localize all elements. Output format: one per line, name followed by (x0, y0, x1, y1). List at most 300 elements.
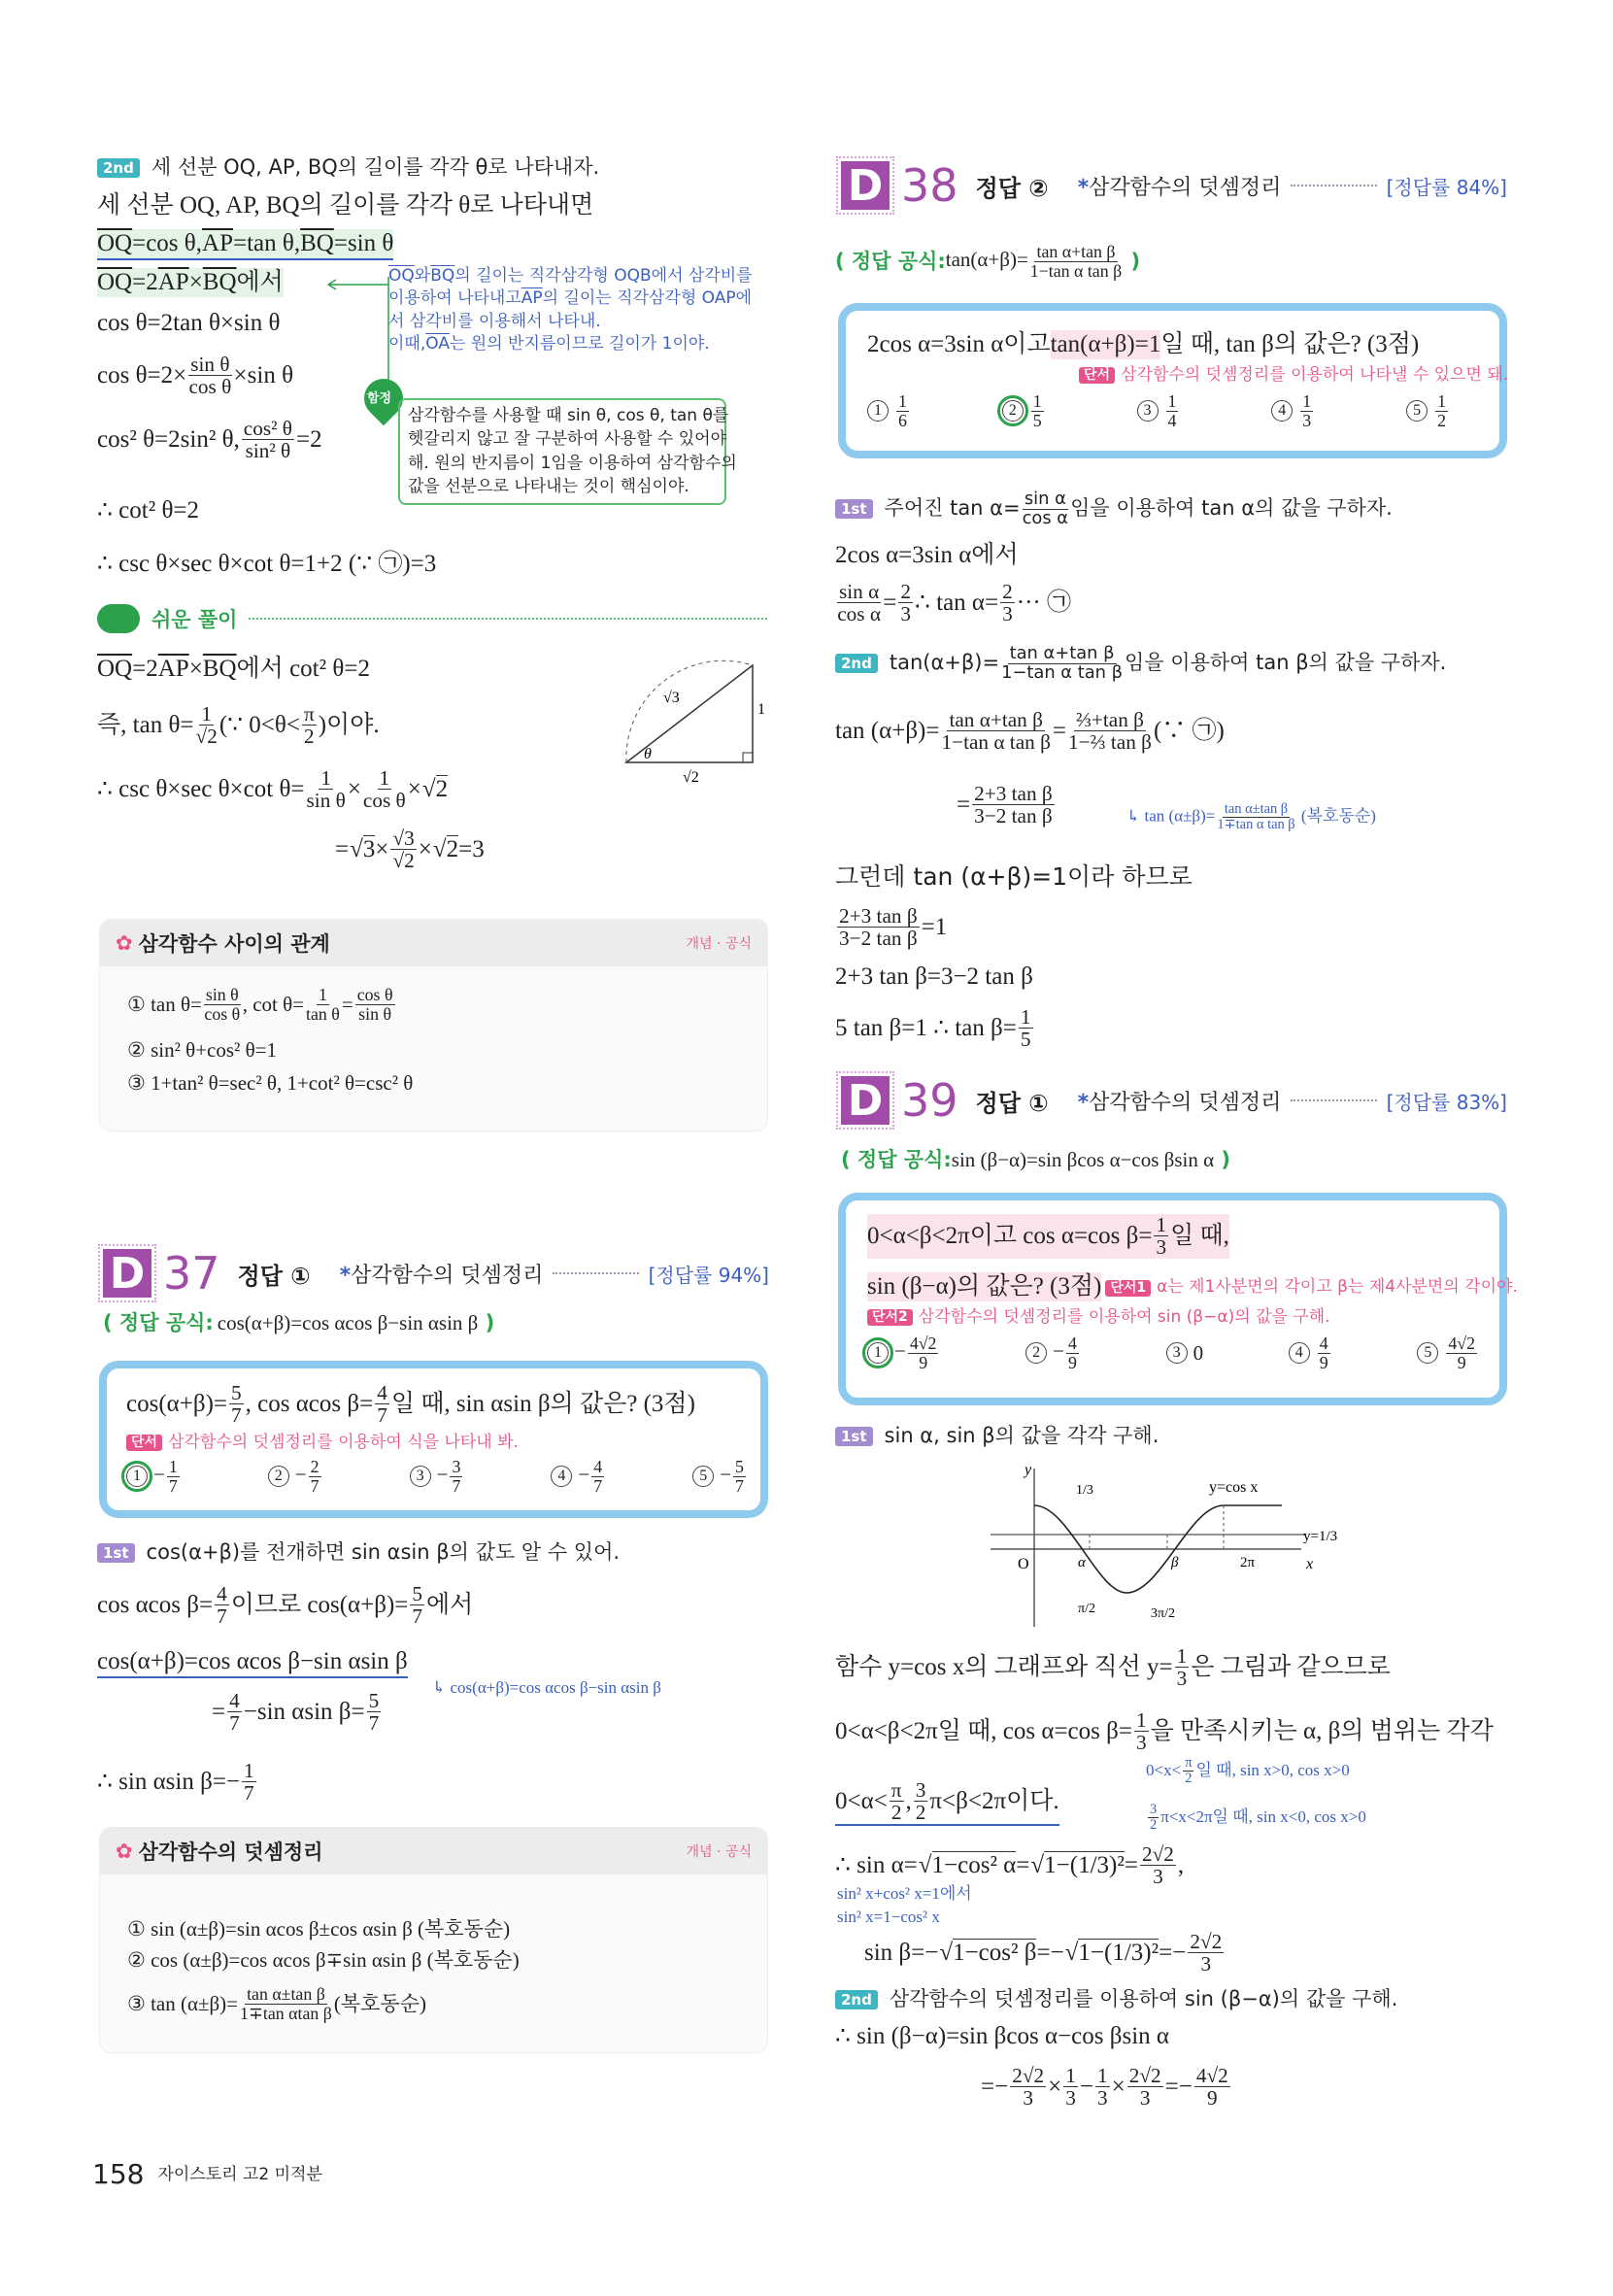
text-segment: ③ 1+tan² θ=sec² θ, 1+cot² θ=csc² θ (127, 1071, 414, 1095)
text-segment: ∴ csc θ×sec θ×cot θ=1+2 (∵ ㉠)=3 (97, 551, 437, 577)
text-segment: sin β=− (864, 1939, 939, 1966)
fraction (215, 1583, 229, 1628)
text-segment: − (578, 1463, 590, 1487)
fraction (1127, 2065, 1163, 2110)
fraction (1063, 2065, 1078, 2110)
addition-theorem-box (99, 1827, 768, 2053)
hint-tag: 단서 (1079, 367, 1115, 384)
fraction (837, 905, 920, 950)
fraction (914, 1779, 928, 1824)
step-2nd-heading (97, 155, 599, 180)
fraction (1194, 2065, 1230, 2110)
problem-38-header (841, 159, 1507, 212)
text-segment: 5 tan β=1 ∴ tan β= (835, 1014, 1017, 1041)
math-line (97, 703, 380, 748)
trap-box (398, 398, 737, 505)
text-segment: = (212, 1698, 226, 1725)
fraction (242, 418, 294, 462)
answer: 정답 ② (975, 174, 1049, 202)
math-line (97, 1647, 408, 1678)
choice-1[interactable] (867, 1334, 940, 1371)
text-segment: =2 (296, 425, 322, 453)
math-line (981, 2065, 1232, 2110)
formula-label: 정답 공식: (118, 1311, 214, 1334)
text-segment: ×sin θ (233, 361, 294, 388)
relation-box (99, 919, 768, 1131)
text-segment: 에서 cot² θ=2 (236, 656, 370, 682)
hint-tag: 단서1 (1105, 1280, 1151, 1297)
divider (553, 1272, 638, 1274)
text-segment: cos(α+β)= (126, 1390, 227, 1417)
text-segment: 은 그림과 같으므로 (1191, 1653, 1391, 1680)
denominator: cos θ (362, 789, 406, 813)
text-segment: ∴ tan α= (914, 589, 999, 616)
numerator: sin θ (205, 985, 239, 1004)
numerator: tan α+tan β (1009, 643, 1115, 663)
fraction (375, 1382, 389, 1427)
cosine-graph (991, 1457, 1379, 1632)
formula-label: 정답 공식: (857, 1148, 952, 1171)
denominator: 7 (217, 1604, 227, 1629)
numerator: 4√2 (1448, 1334, 1475, 1353)
answer: 정답 ① (237, 1262, 311, 1290)
math-line (835, 1006, 1035, 1051)
fraction (227, 1690, 242, 1735)
denominator: 6 (898, 410, 907, 430)
badge-1st: 1st (835, 1427, 873, 1446)
denominator: 2 (304, 725, 315, 749)
choice-4[interactable] (1289, 1334, 1332, 1371)
side-label: 1 (757, 701, 765, 718)
fraction (1188, 1931, 1224, 1975)
question-text (867, 1214, 1229, 1259)
choice-value (1029, 392, 1046, 429)
topic-mark: * (1077, 175, 1090, 200)
numerator: sin θ (190, 353, 230, 376)
overline-segment: $\overline{OQ}$ (97, 269, 133, 295)
text-segment: =cos θ, (132, 230, 203, 256)
denominator: 1−⅔ tan β (1068, 730, 1152, 755)
choice-number: 4 (551, 1466, 572, 1487)
numerator: sin α (1024, 489, 1066, 509)
choice-2[interactable] (268, 1458, 323, 1495)
topic: 삼각함수의 덧셈정리 (1089, 1090, 1282, 1115)
overline-segment: $\overline{BQ}$ (300, 230, 334, 256)
text-segment: (∵ 0<θ< (218, 711, 300, 738)
choice-1[interactable] (867, 392, 911, 429)
formula-line (127, 1985, 426, 2022)
step-text: 삼각함수의 덧셈정리를 이용하여 sin (β−α)의 값을 구해. (889, 1987, 1398, 2010)
math-line (212, 1690, 383, 1735)
denominator: 7 (229, 1711, 240, 1736)
choice-value (1316, 1334, 1332, 1371)
choice-3[interactable] (1166, 1341, 1204, 1366)
choice-number: 5 (1406, 400, 1428, 422)
note-line (388, 334, 753, 354)
numerator: 2√2 (1141, 1842, 1174, 1866)
text-segment: = (957, 791, 971, 818)
denominator: 3−2 tan β (974, 804, 1053, 828)
denominator: 3 (1002, 602, 1013, 626)
text-segment: π<x<2π일 때, sin x<0, cos x>0 (1160, 1807, 1366, 1827)
denominator: tan θ (306, 1003, 340, 1024)
topic-mark: * (1077, 1090, 1090, 1115)
formula-line (127, 986, 397, 1023)
choice-number: 5 (1417, 1342, 1438, 1364)
box-tag: 개념 · 공식 (686, 1844, 752, 1860)
formula (218, 1311, 479, 1335)
text-segment: − (1079, 2073, 1093, 2100)
text-segment: tan (α±β)= (1144, 806, 1216, 826)
text-segment: 세 선분 OQ, AP, BQ의 길이를 각각 θ로 나타내자. (151, 155, 600, 179)
d-badge: D (841, 1076, 890, 1125)
text-line (97, 229, 393, 260)
denominator: 3 (1023, 2086, 1033, 2110)
radicand: 2 (446, 835, 459, 862)
overline-segment: $\overline{AP}$ (521, 288, 543, 309)
tick-one-third: 1/3 (1076, 1483, 1093, 1498)
numerator: cos θ (356, 985, 393, 1004)
fraction (309, 1458, 321, 1495)
sqrt: √1−(1/3)² (1064, 1939, 1159, 1966)
text-segment: =sin θ (333, 230, 394, 256)
triangle-diagram (617, 656, 772, 787)
denominator: sin² θ (245, 439, 291, 463)
trap-line (408, 406, 729, 425)
text-segment: = (1052, 717, 1066, 744)
fraction (1217, 802, 1294, 832)
text-segment: =− (1159, 1939, 1187, 1966)
line-label: y=1/3 (1303, 1529, 1338, 1544)
choice-3[interactable] (1137, 392, 1181, 429)
fraction (363, 767, 406, 812)
choice-number: 5 (692, 1466, 714, 1487)
text-segment: 일 때, sin x>0, cos x>0 (1195, 1761, 1350, 1780)
numerator: 4 (229, 1689, 240, 1712)
formula-line (127, 1038, 277, 1063)
fraction (896, 392, 909, 429)
fraction (1031, 392, 1044, 429)
d-badge: D (103, 1249, 151, 1298)
math-line (835, 581, 1071, 625)
numerator: 5 (412, 1582, 423, 1605)
text-line (97, 268, 284, 297)
alpha-label: α (1078, 1555, 1086, 1570)
fraction (1095, 2065, 1110, 2110)
overline-segment: $\overline{OA}$ (425, 334, 450, 355)
numerator: 1 (1065, 2064, 1076, 2087)
text-segment: sin² x=1−cos² x (837, 1908, 940, 1926)
text-segment: cos(α+β)=cos αcos β−sin αsin β (97, 1648, 408, 1674)
fraction (167, 1458, 180, 1495)
denominator: 9 (1068, 1352, 1077, 1372)
denominator: 9 (1457, 1352, 1466, 1372)
denominator: 2 (891, 1801, 902, 1825)
box-tag: 개념 · 공식 (686, 936, 752, 952)
choice-value (295, 1458, 323, 1495)
fraction (306, 986, 340, 1023)
text-segment: × (1048, 2073, 1062, 2100)
radicand: 2 (435, 775, 449, 802)
numerator: 1 (1135, 1708, 1147, 1732)
denominator: 3 (1096, 2086, 1108, 2110)
text-segment: 임을 이용하여 tan β의 값을 구하자. (1125, 651, 1447, 675)
text-segment: − (436, 1463, 449, 1487)
radicand: 1−(1/3)² (1044, 1851, 1125, 1878)
numerator: 4 (1068, 1334, 1077, 1353)
step-text: sin α, sin β의 값을 각각 구해. (884, 1424, 1159, 1447)
denominator: 3 (900, 602, 911, 626)
text-segment: =3 (458, 835, 485, 862)
fraction (367, 1690, 382, 1735)
divider (1291, 1099, 1376, 1101)
denominator: √2 (195, 725, 218, 749)
numerator: 2√2 (1128, 2064, 1161, 2087)
easy-title: 쉬운 풀이 (151, 608, 238, 631)
badge-1st: 1st (835, 499, 873, 519)
beta-label: β (1171, 1555, 1179, 1570)
choice-3[interactable] (410, 1458, 465, 1495)
choices (867, 1334, 1479, 1371)
badge-2nd: 2nd (835, 654, 878, 673)
numerator: 2 (310, 1457, 319, 1476)
topic: 삼각함수의 덧셈정리 (1089, 175, 1282, 200)
three-half-pi-label: 3π/2 (1151, 1606, 1175, 1621)
text-segment: 0 (1193, 1340, 1204, 1365)
text-segment: 일 때, tan β의 값은? (3점) (1160, 331, 1420, 357)
problem-number: 37 (163, 1247, 220, 1300)
answer-formula: ( 정답 공식: tan(α+β)= $\frac{\text{tan α+tan β}}{\text{1−tan α tan β}}$ ) (835, 242, 1141, 281)
page-number: 158 (92, 2158, 145, 2190)
formula-line (127, 1948, 520, 1973)
choice-2[interactable] (1025, 1334, 1081, 1371)
answer-formula: ( 정답 공식: sin (β−α)=sin βcos α−cos βsin α ) (841, 1148, 1231, 1171)
denominator: cos α (1022, 507, 1069, 528)
denominator: 3 (1200, 1952, 1212, 1976)
text-segment: 을 만족시키는 α, β의 범위는 각각 (1150, 1717, 1494, 1744)
question-box (99, 1361, 768, 1518)
half-pi-label: π/2 (1078, 1602, 1095, 1616)
text-segment: 헷갈리지 않고 잘 구분하여 사용할 수 있어야 (408, 429, 727, 450)
numerator: 4 (377, 1381, 387, 1404)
text-segment: cos θ=2tan θ×sin θ (97, 310, 281, 336)
book-title: 자이스토리 고2 미적분 (157, 2164, 322, 2184)
choice-number: 2 (1025, 1342, 1047, 1364)
text-segment: = (335, 835, 350, 862)
denominator: 7 (168, 1475, 178, 1496)
overline-segment: $\overline{AP}$ (157, 269, 189, 295)
text-segment: × (188, 656, 203, 682)
numerator: 4√2 (1195, 2064, 1228, 2087)
text-segment: 일 때, sin αsin β의 값은? (3점) (390, 1390, 695, 1417)
choices (867, 392, 1450, 429)
math-line (957, 783, 1057, 827)
choice-number: 1 (867, 1342, 889, 1364)
glasses-icon (97, 604, 140, 633)
denominator: 3 (1135, 1731, 1147, 1755)
fraction (1001, 645, 1123, 682)
choice-5[interactable] (692, 1458, 748, 1495)
numerator: 1 (379, 766, 390, 790)
math-line (835, 1645, 1391, 1690)
choice-5[interactable] (1417, 1334, 1479, 1371)
denominator: 4 (1167, 410, 1177, 430)
text-segment: ① tan θ= (127, 992, 202, 1016)
fraction (1030, 243, 1122, 280)
fraction (1154, 1214, 1168, 1259)
numerator: 4√2 (909, 1334, 937, 1353)
fraction (591, 1458, 604, 1495)
text-segment: ∴ sin (β−α)=sin βcos α−cos βsin α (835, 2023, 1169, 2049)
fraction (1446, 1334, 1477, 1371)
choice-5[interactable] (1406, 392, 1450, 429)
choice-number: 2 (268, 1466, 289, 1487)
text-segment: , (905, 1787, 912, 1814)
text-segment: − (894, 1339, 906, 1364)
choice-value (437, 1458, 465, 1495)
denominator: cos θ (188, 375, 232, 399)
text-segment: 2cos α=3sin α이고 (867, 331, 1051, 357)
numerator: 1 (1020, 1005, 1031, 1029)
sqrt: √1−cos² α (918, 1851, 1017, 1878)
choice-2[interactable] (1002, 392, 1046, 429)
math-line (835, 709, 1225, 754)
text-segment: 의 길이는 직각삼각형 OQB에서 삼각비를 (454, 266, 753, 286)
flower-icon: ✿ (116, 931, 133, 955)
numerator: 2√2 (1190, 1930, 1223, 1953)
text-segment: −sin αsin β= (243, 1698, 365, 1725)
text-segment: × (1111, 2073, 1126, 2100)
math-line (97, 354, 293, 398)
footer (92, 2158, 322, 2191)
text-segment: sin² x+cos² x=1에서 (837, 1884, 972, 1903)
radicand: 1−cos² α (931, 1851, 1017, 1878)
numerator: 5 (231, 1381, 242, 1404)
text-segment: = (1016, 1851, 1030, 1878)
text-segment: 0<x< (1146, 1761, 1182, 1780)
denominator: 2 (1437, 410, 1446, 430)
text-segment: = (1124, 1851, 1138, 1878)
text-segment: 서 삼각비를 이용해서 나타내. (388, 311, 601, 331)
numerator: 1 (1176, 1644, 1188, 1668)
hint-text: 삼각함수의 덧셈정리를 이용하여 나타낼 수 있으면 돼. (1121, 365, 1509, 385)
formula (952, 1148, 1214, 1172)
text-segment: 이용하여 나타내고 (388, 288, 521, 309)
topic-mark: * (339, 1263, 352, 1288)
text-segment: − (153, 1463, 165, 1487)
text-segment: 2cos α=3sin α에서 (835, 542, 1019, 568)
numerator: 5 (368, 1689, 380, 1712)
fraction (355, 986, 395, 1023)
choice-4[interactable] (551, 1458, 606, 1495)
fraction (1068, 709, 1152, 754)
denominator: 1−tan α tan β (1001, 661, 1124, 683)
math-line (97, 550, 436, 579)
overline-segment: $\overline{AP}$ (202, 230, 233, 256)
numerator: 1 (898, 391, 907, 411)
denominator: 7 (368, 1711, 380, 1736)
numerator: 1 (1032, 391, 1042, 411)
text-segment: =2 (132, 656, 158, 682)
fraction (972, 783, 1055, 827)
text-segment: 즉, tan θ= (97, 711, 194, 738)
overline-segment: $\overline{OQ}$ (97, 656, 133, 682)
text-segment: ③ tan (α±β)= (127, 1991, 239, 2015)
text-segment: , (1177, 1851, 1185, 1878)
text-segment: × (347, 775, 361, 802)
fraction (1175, 1645, 1190, 1690)
text-segment: =− (1164, 2073, 1193, 2100)
denominator: 3 (1139, 2086, 1151, 2110)
step-text (885, 490, 1393, 527)
numerator: 3 (1150, 1802, 1158, 1817)
denominator: 3−2 tan β (839, 927, 918, 951)
text-segment: 0<α<β<2π일 때, cos α=cos β= (835, 1717, 1132, 1744)
numerator: 1 (1167, 391, 1177, 411)
formula-line (127, 1917, 510, 1941)
math-line (97, 655, 370, 684)
choice-1[interactable] (126, 1458, 182, 1495)
box-title: 삼각함수의 덧셈정리 (138, 1840, 323, 1864)
fraction (196, 703, 218, 748)
text-segment: =− (981, 2073, 1009, 2100)
question-box (838, 1193, 1518, 1405)
text-segment: 해. 원의 반지름이 1임을 이용하여 삼각함수의 (408, 453, 737, 473)
text-segment: ∴ sin α= (835, 1851, 918, 1878)
text-segment: (복호동순) (333, 1991, 426, 2015)
choice-value (153, 1458, 182, 1495)
denominator: cos α (837, 602, 882, 626)
step-text: cos(α+β)를 전개하면 sin αsin β의 값도 알 수 있어. (146, 1540, 621, 1564)
fraction (1183, 1756, 1193, 1786)
numerator: π (303, 702, 315, 726)
text-segment: )이야. (318, 711, 380, 738)
fraction (1435, 392, 1448, 429)
curve-label: y=cos x (1209, 1479, 1259, 1496)
hint-tag: 단서2 (867, 1309, 913, 1326)
text-line (97, 191, 593, 220)
accuracy-rate: [정답률 84%] (1386, 175, 1507, 199)
denominator: 3 (1156, 1235, 1167, 1260)
question-text (867, 1272, 1101, 1301)
text-segment: 는 원의 반지름이므로 길이가 1이야. (449, 334, 710, 355)
question-text (867, 330, 1419, 359)
numerator: tan α±tan β (1224, 801, 1289, 817)
problem-39-header (841, 1074, 1507, 1127)
denominator: 3 (1065, 2086, 1076, 2110)
fraction (1066, 1334, 1079, 1371)
numerator: 2+3 tan β (974, 782, 1053, 805)
choice-value (720, 1458, 748, 1495)
note-line (1146, 1756, 1350, 1786)
math-line (835, 1779, 1059, 1826)
trap-label: 함정 (367, 391, 392, 406)
denominator: 3 (1302, 410, 1312, 430)
overline-segment: $\overline{OQ}$ (388, 266, 415, 286)
fraction (733, 1458, 746, 1495)
text-segment: × (407, 775, 421, 802)
numerator: 4 (593, 1457, 603, 1476)
numerator: 2 (900, 580, 911, 603)
badge-2nd: 2nd (835, 1990, 878, 2009)
side-note (388, 266, 753, 355)
denominator: 7 (412, 1604, 423, 1629)
numerator: √3 (392, 827, 415, 850)
choice-4[interactable] (1271, 392, 1315, 429)
math-line (835, 905, 947, 950)
problem-number: 38 (901, 159, 958, 212)
math-line (97, 418, 322, 462)
